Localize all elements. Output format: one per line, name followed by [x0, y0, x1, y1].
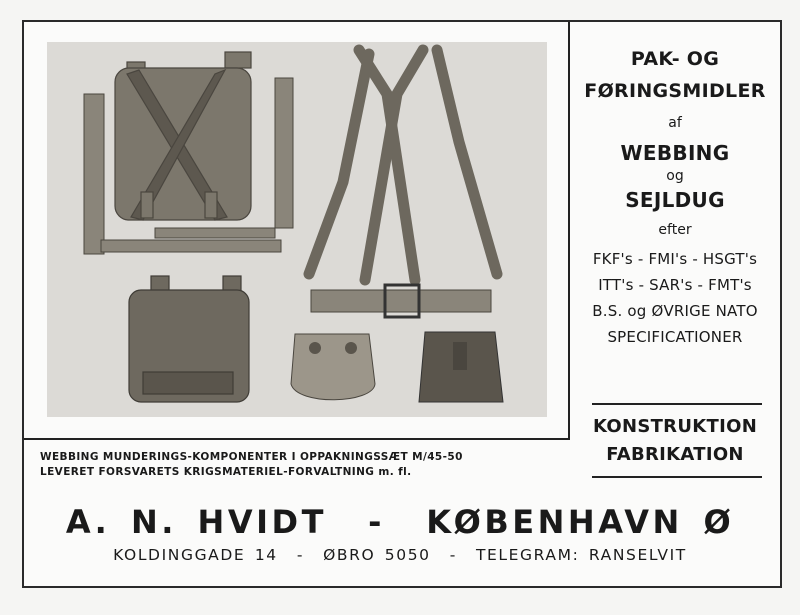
efter-word: efter — [658, 222, 692, 238]
services-bottom-rule — [592, 476, 762, 478]
heading-line-2: FØRINGSMIDLER — [584, 80, 766, 102]
spec-line-3: B.S. og ØVRIGE NATO — [592, 302, 758, 320]
backpack-illustration — [115, 52, 251, 220]
vertical-divider — [568, 22, 570, 440]
spec-line-1: FKF's - FMI's - HSGT's — [592, 250, 758, 268]
pouch-illustration — [129, 276, 249, 402]
og-word: og — [666, 168, 684, 184]
service-konstruktion: KONSTRUKTION — [592, 416, 758, 437]
spec-line-2: ITT's - SAR's - FMT's — [598, 276, 752, 294]
photo-caption — [40, 450, 560, 480]
services-block — [572, 418, 778, 464]
services-top-rule — [592, 403, 762, 405]
shovel-cover-illustration — [419, 332, 503, 402]
af-word: af — [668, 115, 682, 131]
caption-line-1: WEBBING MUNDERINGS-KOMPONENTER I OPPAKNINGSSÆT M/45-50 — [40, 451, 463, 463]
heading-line-1: PAK- OG — [630, 48, 720, 70]
service-fabrikation: FABRIKATION — [606, 444, 744, 465]
material-sejldug: SEJLDUG — [625, 188, 725, 212]
company-name: A. N. HVIDT - KØBENHAVN Ø — [65, 503, 735, 541]
caption-line-2: LEVERET FORSVARETS KRIGSMATERIEL-FORVALTNING m. fl. — [40, 466, 412, 478]
caption-divider — [24, 438, 570, 440]
canteen-cover-illustration — [291, 334, 375, 400]
company-address: KOLDINGGADE 14 - ØBRO 5050 - TELEGRAM: RANSELVIT — [113, 546, 687, 564]
equipment-photo — [47, 42, 547, 417]
spec-line-4: SPECIFICATIONER — [607, 328, 743, 346]
product-description — [572, 50, 778, 345]
belt-illustration — [311, 285, 491, 317]
material-webbing: WEBBING — [620, 141, 730, 165]
